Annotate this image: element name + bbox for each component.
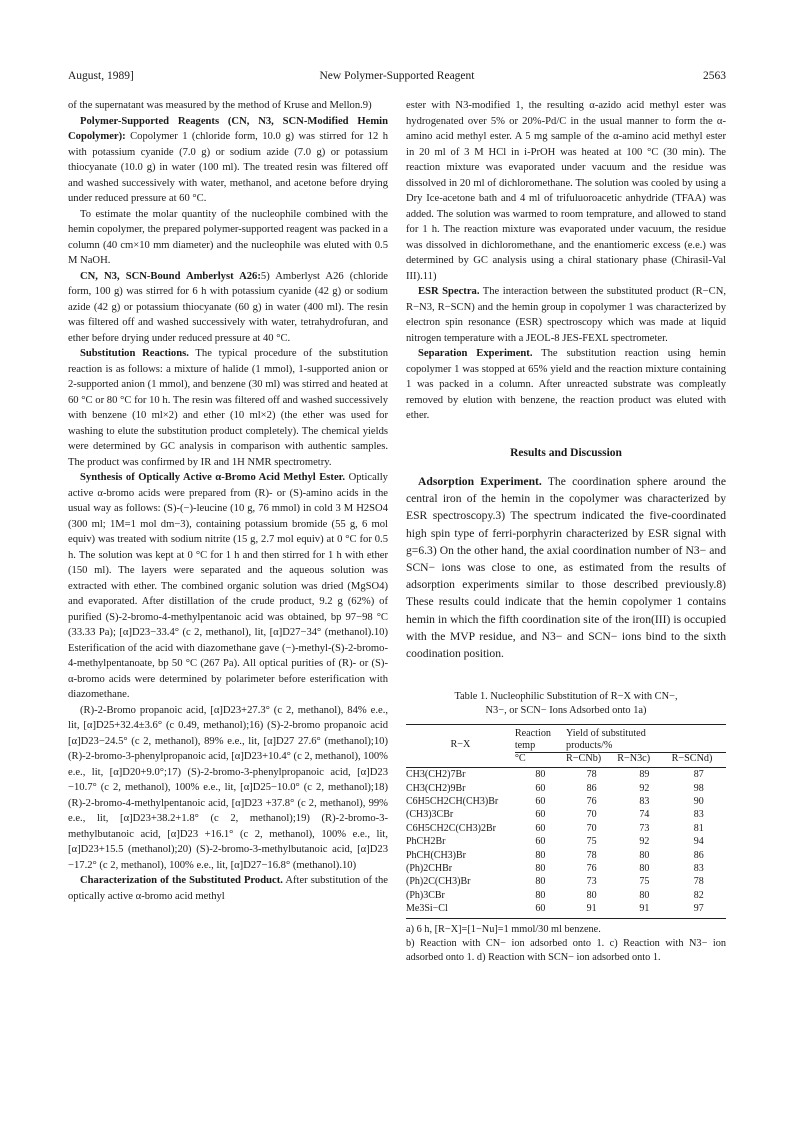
footnote-bcd: b) Reaction with CN− ion adsorbed onto 1. c) Reaction with N3− ion adsorbed onto 1. d) Reaction with SCN− ion adsorbed onto 1. <box>406 937 726 963</box>
col-header-cn: R−CNb) <box>566 753 617 766</box>
col-header-temp: Reaction <box>515 725 566 741</box>
results-paragraph: Adsorption Experiment. The coordination sphere around the central iron of the hemin in the copolymer was characterized by ESR spectroscopy.3) The spectrum indicated the five-coordinated high spin type of ferri-porphyrin characterized by ESR signal with g=6.3) On the other hand, the axial coordination number of N3− and SCN− ions was close to one, as estimated from the results of adsorption experiments similar to those described previously.8) These results could indicate that the hemin copolymer 1 contains hemin in which the fifth coordination site of the iron(III) is occupied with the MVP residue, and N3− and SCN− ions bind to the sixth coodination position. <box>406 475 726 661</box>
running-title: New Polymer-Supported Reagent <box>319 70 475 82</box>
col-header-yield: Yield of substituted <box>566 725 726 741</box>
section-heading: Results and Discussion <box>510 446 622 459</box>
paragraph: of the supernatant was measured by the method of Kruse and Mellon.9) <box>68 100 372 111</box>
table-row: PhCH2Br 60 75 92 94 <box>406 836 704 848</box>
left-column <box>68 98 388 904</box>
col-header-n3: R−N3c) <box>617 753 671 766</box>
paragraph: (R)-2-Bromo propanoic acid, [α]D23+27.3° (c 2, methanol), 84% e.e., lit, [α]D25+32.4±3.6° (c 0.49, methanol);16) (S)-2-bromo propanoic acid [α]D23−24.5° (c 2, methanol), 89% e.e., lit, [α]D27 27.6° (methanol);10) (R)-2-bromo-3-phenylpropanoic acid, [α]D23+10.4° (c 2, methanol), 100% e.e., lit, [α]D20+9.0°;17) (S)-2-bromo-3-phenylpropanoic acid, [α]D23 −10.7° (c 2, methanol), 100% e.e., lit, [α]D25−10.0° (c 2, methanol);18) (R)-2-bromo-4-methylpentanoic acid, [α]D23 +37.8° (c 2, methanol), 99% e.e., lit, [α]D23+38.2+1.8° (c 2, methanol);19) (R)-2-bromo-3-methylbutanoic acid, [α]D23 +16.1° (c 2, methanol), 100% e.e., lit, [α]D23+15.5 (methanol);20) (S)-2-bromo-3-methylbutanoic acid, [α]D23 −17.2° (c 2, methanol), 100% e.e., lit, [α]D27−16.8° (methanol).10) <box>68 704 388 871</box>
paragraph: To estimate the molar quantity of the nucleophile combined with the hemin copolymer, the prepared polymer-supported reagent was packed in a column (40 cm×10 mm diameter) and the nucleophile was eluted with 0.5 M NaOH. <box>68 208 388 266</box>
page-header <box>68 70 726 86</box>
table-row: CH3(CH2)9Br 60 86 92 98 <box>406 782 704 794</box>
paragraph: ester with N3-modified 1, the resulting α-azido acid methyl ester was hydrogenated over 5% or 20%-Pd/C in the usual manner to form the α-amino acid methyl ester. A 5 mg sample of the α-amino acid methyl ester in 20 ml of 3 M HCl in i-PrOH was heated at 100 °C (30 min). The reaction mixture was evaporated under vacuum and the residue was dissolved in 20 ml of dichloromethane. The solution was cooled by using a Dry Ice-acetone bath and 4 ml of trifuluoroacetic anhydride (TFAA) was added. The solution was warmed to room temprature, and allowed to stand for 1 h. The reaction mixture was evaporated under vacuum, the residue was dissolved in dichloromethane, and the enantiomeric excess (e.e.) was determined by GC analysis using a chiral stationary phase (Chirasil-Val III).11) <box>406 100 726 282</box>
page-number: 2563 <box>703 70 726 82</box>
paragraph: CN, N3, SCN-Bound Amberlyst A26:5) Amberlyst A26 (chloride form, 100 g) was stirred for 6 h with potassium cyanide (42 g) or sodium azide (42 g) or potassium thiocyanate (60 g) in water (400 ml). The resin was filtered off and washed successively with water, tetrahydrofuran, and ether before drying under reduced pressure at 40 °C. <box>68 270 388 344</box>
paragraph: ESR Spectra. The interaction between the substituted product (R−CN, R−N3, R−SCN) and the hemin group in copolymer 1 was characterized by electron spin resonance (ESR) spectroscopy which was made at liquid nitrogen temperature with a JEOL-8 JES-FEXL spectrometer. <box>406 286 726 344</box>
table-row: (Ph)3CBr 80 80 80 82 <box>406 889 704 901</box>
table-row: CH3(CH2)7Br 80 78 89 87 <box>406 769 704 781</box>
paragraph: Synthesis of Optically Active α-Bromo Acid Methyl Ester. Optically active α-bromo acids were prepared from (R)- or (S)-amino acids in the usual way as follows: (S)-(−)-leucine (10 g, 76 mmol) in cold 3 M H2SO4 (300 ml; 1M=1 mol dm−3), containing potassium bromide (55 g, 6 mol equiv) was treated with sodium nitrite (15 g, 2.7 mol equiv) at 0 °C for 0.5 h. The solution was kept at 0 °C for 1 h and then stirred for 1 h with ether (150 ml). The layers were separated and the aqueous solution was extracted with ether. The combined organic solution was dried (MgSO4) and evaporated. After distillation of the crude product, 9.2 g (62%) of purified (S)-2-bromo-4-methylpentanoic acid was obtained, bp 97−98 °C (33.33 Pa); [α]D23−33.4° (c 2, methanol), lit, [α]D27−34° (methanol).10) Esterification of the acid with diazomethane gave (−)-methyl-(S)-2-bromo-4-methylpentanoate, bp 50 °C (267 Pa). All optical purities of (R)- or (S)-α-bromo acids were determined by polarimeter before esterification with diazomethane. <box>68 472 388 700</box>
table-row: (Ph)2C(CH3)Br 80 73 75 78 <box>406 876 704 888</box>
paragraph: Separation Experiment. The substitution reaction using hemin copolymer 1 was stopped at 65% yield and the reaction mixture containing 1 was packed in a column. After unreacted substrate was compleatly removed by elution with benzene, the reaction product was eluted with ether. <box>406 348 726 421</box>
paragraph: Characterization of the Substituted Product. After substitution of the optically active α-bromo acid methyl <box>68 875 388 902</box>
table-row: C6H5CH2C(CH3)2Br 60 70 73 81 <box>406 822 704 834</box>
table-row: (Ph)2CHBr 80 76 80 83 <box>406 863 704 875</box>
col-header-temp-sub: temp <box>514 740 536 752</box>
table-row: PhCH(CH3)Br 80 78 80 86 <box>406 849 704 861</box>
col-header-yield-sub: products/% <box>566 740 613 752</box>
paragraph: Polymer-Supported Reagents (CN, N3, SCN-Modified Hemin Copolymer): Copolymer 1 (chloride form, 10.0 g) was stirred for 12 h with potassium cyanide (7.0 g) or sodium azide (7.0 g) or potassium thiocyanate (10.0 g) in water (100 ml). The treated resin was filtered off and washed successively with water, methanol, and acetone before drying under reduced pressure at 60 °C. <box>68 115 388 204</box>
table-row: C6H5CH2CH(CH3)Br 60 76 83 90 <box>406 796 704 808</box>
col-header-unit: °C <box>515 753 566 766</box>
col-header-scn: R−SCNd) <box>672 753 726 766</box>
issue-date: August, 1989] <box>68 70 134 82</box>
footnote-a: a) 6 h, [R−X]=[1−Nu]=1 mmol/30 ml benzene. <box>406 923 601 935</box>
table-caption: Table 1. Nucleophilic Substitution of R−X with CN−, N3−, or SCN− Ions Adsorbed onto 1a) <box>454 691 678 717</box>
results-table <box>406 724 726 918</box>
paragraph: Substitution Reactions. The typical procedure of the substitution reaction is as follows: a mixture of halide (1 mmol), 1-supported anion or 2-supported anion (1 mmol), and benzene (30 ml) was stirred and heated at 60 °C or 80 °C for 10 h. The resin was filtered off and washed successively with benzene (10 ml×2) and ether (10 ml×2) (the ether was used for washing to elute the substitution product completely). The chemical yields were determined by GC analysis in comparison with authentic samples. The product was confirmed by IR and 1H NMR spectrometry. <box>68 348 388 468</box>
table-row: (CH3)3CBr 60 70 74 83 <box>406 809 704 821</box>
table-row: Me3Si−Cl 60 91 91 97 <box>406 902 726 918</box>
right-column <box>406 98 726 965</box>
table-footnotes <box>406 923 726 965</box>
col-header-rx: R−X <box>406 725 515 766</box>
